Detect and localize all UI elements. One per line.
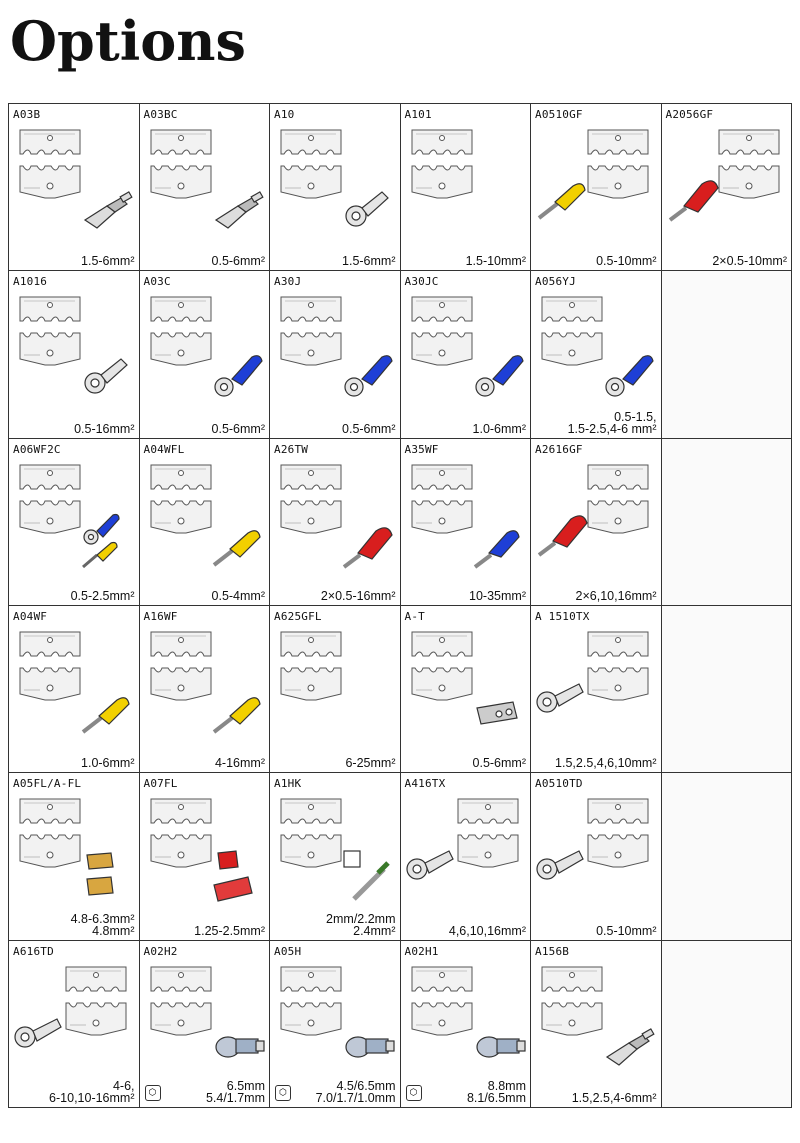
crimp-die [146, 793, 216, 875]
die-model-code: A04WFL [143, 442, 185, 456]
wire-range-label [206, 1080, 265, 1104]
die-model-code: A30J [274, 275, 302, 289]
wire-range-label [194, 925, 265, 937]
die-model-code: A625GFL [274, 609, 322, 623]
wire-range-line: 0.5-4mm² [211, 588, 265, 603]
die-option-cell [531, 606, 662, 773]
terminal-part [533, 833, 593, 897]
crimp-die-icon [146, 459, 216, 537]
crimp-die [146, 961, 216, 1043]
terminal-part [533, 164, 593, 228]
die-option-cell [531, 773, 662, 940]
wire-range-line: 0.5-16mm² [74, 421, 135, 436]
wire-range-line: 6.5mm [226, 1078, 265, 1093]
wire-range-line: 4.8-6.3mm² [70, 911, 135, 926]
die-option-cell [270, 439, 401, 606]
crimp-die [583, 459, 653, 541]
die-model-code: A2616GF [535, 442, 583, 456]
die-model-code: A156B [535, 944, 570, 958]
crimp-die [276, 961, 346, 1043]
die-model-code: A101 [404, 108, 432, 121]
twin-ferrule-icon [533, 499, 593, 559]
page-title: Options [10, 9, 246, 73]
wire-range-label [316, 1080, 396, 1104]
crimp-die [15, 124, 85, 206]
wire-range-line: 8.8mm [487, 1078, 526, 1093]
wire-range-label [466, 255, 526, 267]
crimp-die-icon [714, 124, 784, 202]
terminal-part [338, 176, 398, 240]
ring-terminal-icon [77, 343, 137, 403]
options-grid [8, 103, 792, 1108]
terminal-part [208, 845, 268, 909]
crimp-die-icon [276, 626, 346, 704]
crimp-die [15, 459, 85, 541]
terminal-part [469, 343, 529, 407]
crimp-die [61, 961, 131, 1043]
terminal-part [599, 343, 659, 407]
wire-range-label [712, 255, 787, 267]
hex-icon: ⬡ [406, 1085, 422, 1101]
die-option-cell [270, 606, 401, 773]
die-option-cell [140, 271, 271, 438]
wire-range-line: 1.0-6mm² [81, 756, 135, 771]
terminal-part [11, 1001, 71, 1065]
wire-range-line: 0.5-6mm² [472, 756, 526, 771]
wire-range-line: 1.0-6mm² [472, 421, 526, 436]
terminal-part [599, 1013, 659, 1077]
crimp-die-icon [61, 961, 131, 1039]
die-option-cell [531, 104, 662, 271]
wire-range-label [596, 255, 656, 267]
wire-range-line: 6-25mm² [345, 756, 396, 771]
terminal-part [208, 511, 268, 575]
wire-range-line: 1.25-2.5mm² [194, 923, 265, 938]
crimp-die-icon [276, 124, 346, 202]
terminal-part [77, 343, 137, 407]
die-model-code: A05H [274, 944, 302, 958]
crimp-die [407, 291, 477, 373]
empty-cell [662, 271, 793, 438]
crimp-die [583, 124, 653, 206]
die-model-code: A0510TD [535, 777, 583, 791]
crimp-die-icon [15, 291, 85, 369]
wire-range-label [49, 1080, 134, 1104]
spade-terminal-icon [599, 1013, 659, 1073]
crimp-die-icon [537, 961, 607, 1039]
wire-range-label [212, 590, 265, 602]
die-model-code: A 1510TX [535, 609, 590, 623]
wire-range-label [81, 757, 134, 769]
die-model-code: A056YJ [535, 275, 576, 289]
terminal-part [338, 511, 398, 575]
die-option-cell [401, 271, 532, 438]
crimp-die-icon [407, 626, 477, 704]
die-option-cell [401, 941, 532, 1108]
crimp-die [146, 124, 216, 206]
crimp-die [276, 793, 346, 875]
wire-range-label [81, 255, 134, 267]
crimp-die [407, 626, 477, 708]
die-model-code: A-T [404, 609, 425, 623]
wire-range-line: 2mm/2.2mm [326, 911, 396, 926]
crimp-die-icon [146, 961, 216, 1039]
wire-range-label [321, 590, 396, 602]
die-option-cell [662, 104, 793, 271]
wire-range-label [572, 1092, 657, 1104]
terminal-part [469, 1013, 529, 1077]
wire-range-line: 2×0.5-10mm² [712, 254, 787, 269]
bnc-connector-icon [208, 1013, 268, 1073]
die-model-code: A03B [13, 108, 41, 121]
terminal-part [77, 511, 137, 575]
die-option-cell [140, 941, 271, 1108]
terminal-part [208, 176, 268, 240]
crimp-die-icon [453, 793, 523, 871]
terminal-part [533, 666, 593, 730]
crimp-die-icon [15, 124, 85, 202]
terminal-part [208, 1013, 268, 1077]
tab-terminal-icon [469, 678, 529, 738]
crimp-die-icon [583, 459, 653, 537]
empty-cell [662, 606, 793, 773]
crimp-die-icon [146, 626, 216, 704]
hex-icon: ⬡ [145, 1085, 161, 1101]
die-model-code: A35WF [404, 442, 439, 456]
crimp-die-icon [15, 626, 85, 704]
die-option-cell [531, 941, 662, 1108]
insulated-ring-terminal-icon [208, 343, 268, 403]
wire-range-line: 1.5-2.5,4-6 mm² [567, 421, 657, 436]
die-option-cell [270, 271, 401, 438]
die-option-cell [140, 606, 271, 773]
wire-range-label [576, 590, 657, 602]
terminal-part [77, 678, 137, 742]
wire-range-line: 4.5/6.5mm [336, 1078, 396, 1093]
crimp-die [276, 626, 346, 708]
die-model-code: A2056GF [665, 108, 714, 121]
die-model-code: A0510GF [535, 108, 583, 121]
wire-range-label [568, 411, 657, 435]
wire-range-label [212, 423, 265, 435]
die-model-code: A16WF [143, 609, 178, 623]
ferrule-icon [77, 678, 137, 738]
crimp-die [146, 459, 216, 541]
crimp-die-icon [15, 459, 85, 537]
wire-range-line: 0.5-1.5, [614, 409, 657, 424]
crimp-die [146, 291, 216, 373]
wire-range-line: 10-35mm² [469, 588, 526, 603]
die-model-code: A616TD [13, 944, 54, 958]
die-model-code: A1016 [13, 275, 48, 289]
crimp-die-icon [407, 124, 477, 202]
ferrule-icon [533, 164, 593, 224]
crimp-die-icon [407, 291, 477, 369]
wire-range-label [215, 757, 265, 769]
crimp-die-icon [583, 793, 653, 871]
wire-range-label [473, 757, 526, 769]
crimp-die [537, 291, 607, 373]
die-model-code: A10 [274, 108, 295, 121]
wire-range-line: 5.4/1.7mm [205, 1090, 265, 1105]
terminal-part [403, 833, 463, 897]
wire-range-label [74, 423, 134, 435]
wire-range-label [555, 757, 656, 769]
faston-terminal-icon [77, 845, 137, 905]
wire-range-line: 0.5-10mm² [596, 923, 657, 938]
die-option-cell [9, 271, 140, 438]
die-model-code: A30JC [404, 275, 439, 289]
wire-range-line: 2×0.5-16mm² [320, 588, 396, 603]
terminal-part [338, 343, 398, 407]
crimp-die-icon [276, 793, 346, 871]
wire-range-line: 2.4mm² [353, 923, 396, 938]
die-model-code: A02H1 [404, 944, 439, 958]
terminal-part [208, 343, 268, 407]
wire-range-line: 1.5-10mm² [465, 254, 526, 269]
wire-range-line: 1.5,2.5,4,6,10mm² [555, 756, 657, 771]
hex-icon: ⬡ [275, 1085, 291, 1101]
crimp-die [407, 124, 477, 206]
die-option-cell [401, 104, 532, 271]
die-model-code: A05FL/A-FL [13, 777, 82, 791]
wire-range-line: 1.5,2.5,4-6mm² [571, 1090, 657, 1105]
wire-range-label [473, 423, 526, 435]
ring-terminal-icon [338, 176, 398, 236]
ferrule-icon [208, 678, 268, 738]
crimp-die-icon [276, 291, 346, 369]
terminal-part [338, 1013, 398, 1077]
bnc-connector-icon [338, 1013, 398, 1073]
crimp-die [453, 793, 523, 875]
wire-range-label [212, 255, 265, 267]
ring-terminal-icon [533, 833, 593, 893]
terminal-part [664, 164, 724, 228]
crimp-die [714, 124, 784, 206]
terminal-part [533, 499, 593, 563]
wire-range-line: 0.5-6mm² [211, 421, 265, 436]
die-model-code: A03BC [143, 108, 178, 121]
die-option-cell [140, 773, 271, 940]
ring-terminal-icon [403, 833, 463, 893]
die-model-code: A1HK [274, 777, 302, 791]
crimp-die-icon [537, 291, 607, 369]
wire-range-label [342, 423, 395, 435]
terminal-part [77, 176, 137, 240]
crimp-die-icon [583, 626, 653, 704]
wire-range-line: 7.0/1.7/1.0mm [315, 1090, 396, 1105]
insulated-ring-terminal-icon [469, 343, 529, 403]
wire-range-line: 0.5-10mm² [596, 254, 657, 269]
terminal-part [469, 678, 529, 742]
terminal-part [469, 511, 529, 575]
bnc-connector-icon [469, 1013, 529, 1073]
die-option-cell [401, 773, 532, 940]
crimp-die [276, 459, 346, 541]
crimp-die [15, 626, 85, 708]
pin-terminal-icon [338, 845, 398, 905]
die-model-code: A04WF [13, 609, 48, 623]
ring-and-ferrule-icon [77, 511, 137, 571]
insulated-ring-terminal-icon [338, 343, 398, 403]
ring-terminal-icon [533, 666, 593, 726]
crimp-die [276, 291, 346, 373]
die-model-code: A06WF2C [13, 442, 61, 456]
wire-range-label [326, 913, 395, 937]
die-model-code: A02H2 [143, 944, 178, 958]
die-option-cell [270, 773, 401, 940]
terminal-part [77, 845, 137, 909]
empty-cell [662, 773, 793, 940]
die-model-code: A26TW [274, 442, 309, 456]
wire-range-line: 4-16mm² [214, 756, 265, 771]
crimp-die [15, 291, 85, 373]
crimp-die-icon [583, 124, 653, 202]
die-option-cell [9, 439, 140, 606]
wire-range-line: 0.5-2.5mm² [70, 588, 135, 603]
twin-ferrule-icon [338, 511, 398, 571]
terminal-part [338, 845, 398, 909]
flag-terminal-icon [208, 845, 268, 905]
wire-range-line: 4,6,10,16mm² [448, 923, 526, 938]
wire-range-line: 8.1/6.5mm [466, 1090, 526, 1105]
die-option-cell [9, 773, 140, 940]
wire-range-label [345, 757, 395, 769]
wire-range-label [71, 590, 135, 602]
die-option-cell [9, 606, 140, 773]
die-option-cell [270, 941, 401, 1108]
wire-range-line: 1.5-6mm² [342, 254, 396, 269]
ferrule-icon [208, 511, 268, 571]
crimp-die-icon [146, 124, 216, 202]
die-option-cell [9, 941, 140, 1108]
crimp-die-icon [146, 793, 216, 871]
wire-range-label [596, 925, 656, 937]
die-option-cell [531, 439, 662, 606]
die-option-cell [9, 104, 140, 271]
twin-ferrule-icon [664, 164, 724, 224]
wire-range-line: 0.5-6mm² [211, 254, 265, 269]
crimp-die-icon [276, 459, 346, 537]
wire-range-line: 0.5-6mm² [342, 421, 396, 436]
wire-range-label [342, 255, 395, 267]
crimp-die-icon [15, 793, 85, 871]
wire-range-line: 4.8mm² [92, 923, 135, 938]
crimp-die [407, 459, 477, 541]
die-model-code: A03C [143, 275, 171, 289]
wire-range-label [469, 590, 526, 602]
die-option-cell [140, 104, 271, 271]
crimp-die [583, 626, 653, 708]
die-option-cell [270, 104, 401, 271]
ferrule-icon [469, 511, 529, 571]
wire-range-label [71, 913, 135, 937]
empty-cell [662, 941, 793, 1108]
terminal-part [208, 678, 268, 742]
die-option-cell [140, 439, 271, 606]
crimp-die-icon [407, 459, 477, 537]
ring-terminal-icon [11, 1001, 71, 1061]
die-model-code: A416TX [404, 777, 446, 791]
crimp-die [276, 124, 346, 206]
crimp-die-icon [276, 961, 346, 1039]
crimp-die [407, 961, 477, 1043]
wire-range-line: 4-6, [112, 1078, 135, 1093]
insulated-ring-terminal-icon [599, 343, 659, 403]
die-option-cell [401, 439, 532, 606]
die-option-cell [401, 606, 532, 773]
wire-range-label [467, 1080, 526, 1104]
wire-range-label [449, 925, 526, 937]
spade-terminal-icon [77, 176, 137, 236]
die-model-code: A07FL [143, 777, 178, 791]
wire-range-line: 2×6,10,16mm² [575, 588, 657, 603]
crimp-die [146, 626, 216, 708]
crimp-die [15, 793, 85, 875]
crimp-die-icon [407, 961, 477, 1039]
spade-terminal-icon [208, 176, 268, 236]
empty-cell [662, 439, 793, 606]
crimp-die-icon [146, 291, 216, 369]
die-option-cell [531, 271, 662, 438]
crimp-die [537, 961, 607, 1043]
wire-range-line: 6-10,10-16mm² [49, 1090, 135, 1105]
crimp-die [583, 793, 653, 875]
wire-range-line: 1.5-6mm² [81, 254, 135, 269]
